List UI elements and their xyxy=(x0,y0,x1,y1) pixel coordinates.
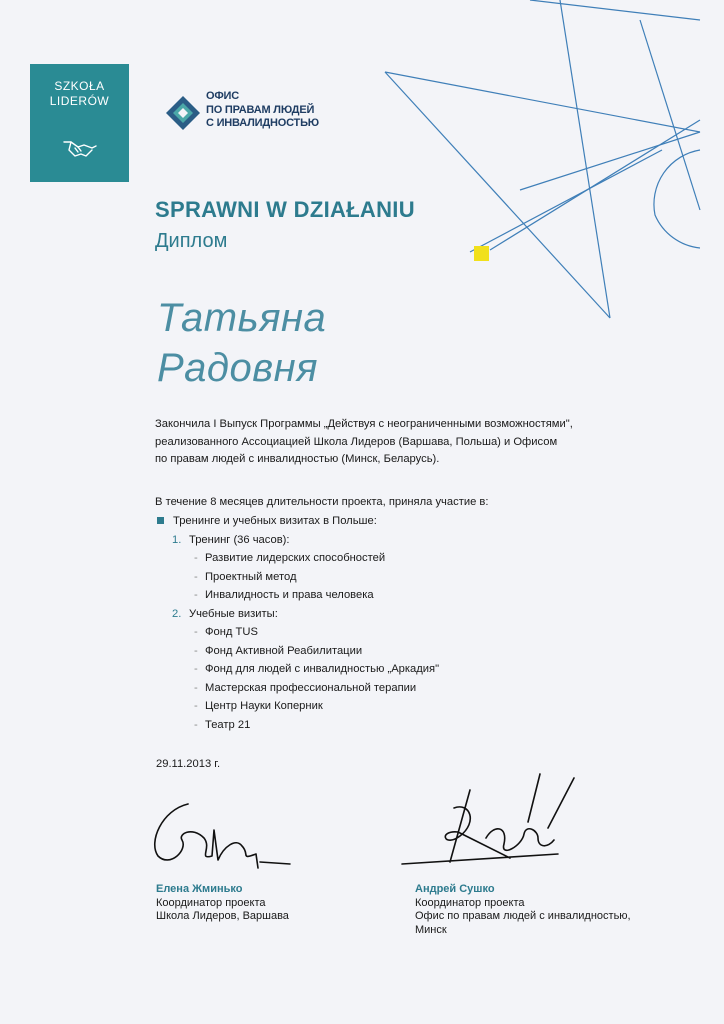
numbered-list xyxy=(157,531,439,735)
signature-left xyxy=(140,790,300,880)
list-item: - Фонд для людей с инвалидностью „Аркадия" xyxy=(157,660,439,679)
signatory-role: Координатор проекта xyxy=(415,896,525,909)
list-item: - Фонд Активной Реабилитации xyxy=(157,642,439,661)
handshake-icon xyxy=(62,134,98,160)
signatory-org: Офис по правам людей с инвалидностью, xyxy=(415,910,631,922)
signatory-right xyxy=(415,883,631,937)
section-number: 2. xyxy=(172,607,182,620)
section-training xyxy=(157,531,439,550)
signatory-org: Школа Лидеров, Варшава xyxy=(156,910,289,922)
office-logo-mark xyxy=(164,94,202,132)
activities-heading-item xyxy=(157,512,439,531)
office-logo-line1: ОФИС xyxy=(206,90,239,102)
list-item: - Центр Науки Коперник xyxy=(157,697,439,716)
dash-bullet-icon: - xyxy=(194,626,198,638)
list-item: - Инвалидность и права человека xyxy=(157,586,439,605)
document-type: Диплом xyxy=(155,230,228,252)
section-visits xyxy=(157,605,439,624)
list-item: - Проектный метод xyxy=(157,568,439,587)
section-label: Учебные визиты: xyxy=(189,607,278,620)
list-item: - Мастерская профессиональной терапии xyxy=(157,679,439,698)
yellow-square xyxy=(474,246,489,261)
activities-list xyxy=(157,512,439,734)
dash-bullet-icon: - xyxy=(194,718,198,731)
activities-heading: Тренинге и учебных визитах в Польше: xyxy=(173,515,377,527)
dash-bullet-icon: - xyxy=(194,663,198,675)
dash-bullet-icon: - xyxy=(194,644,198,657)
intro-line: по правам людей с инвалидностью (Минск, Беларусь). xyxy=(155,453,440,465)
signatory-name: Андрей Сушко xyxy=(415,883,495,895)
dash-bullet-icon: - xyxy=(194,552,198,564)
intro-paragraph xyxy=(155,416,635,469)
list-item: - Фонд TUS xyxy=(157,623,439,642)
program-title: SPRAWNI W DZIAŁANIU xyxy=(155,197,415,222)
recipient-last-name: Радовня xyxy=(157,346,319,390)
office-logo-line2: ПО ПРАВАМ ЛЮДЕЙ xyxy=(206,103,315,116)
list-item: - Театр 21 xyxy=(157,716,439,735)
training-topics xyxy=(157,549,439,605)
dash-bullet-icon: - xyxy=(194,570,198,583)
signature-right xyxy=(398,768,588,880)
issue-date: 29.11.2013 г. xyxy=(156,758,221,770)
study-visits xyxy=(157,623,439,734)
list-item: - Развитие лидерских способностей xyxy=(157,549,439,568)
signatory-org-city: Минск xyxy=(415,923,447,936)
dash-bullet-icon: - xyxy=(194,589,198,601)
signatory-name: Елена Жминько xyxy=(156,883,243,895)
dash-bullet-icon: - xyxy=(194,681,198,694)
office-logo-line3: С ИНВАЛИДНОСТЬЮ xyxy=(206,117,319,129)
school-logo-line2: LIDERÓW xyxy=(49,94,110,108)
intro-line: Закончила I Выпуск Программы „Действуя с неограниченными возможностями", xyxy=(155,418,573,430)
section-number: 1. xyxy=(172,533,182,546)
square-bullet-icon xyxy=(157,517,164,524)
dash-bullet-icon: - xyxy=(194,700,198,712)
school-logo xyxy=(30,64,129,182)
signatory-left xyxy=(156,883,289,924)
recipient-first-name: Татьяна xyxy=(157,296,327,340)
participation-intro: В течение 8 месяцев длительности проекта, приняла участие в: xyxy=(155,496,489,508)
intro-line: реализованного Ассоциацией Школа Лидеров (Варшава, Польша) и Офисом xyxy=(155,435,558,448)
school-logo-line1: SZKOŁA xyxy=(54,79,105,93)
signatory-role: Координатор проекта xyxy=(156,896,266,909)
section-label: Тренинг (36 часов): xyxy=(189,533,290,546)
